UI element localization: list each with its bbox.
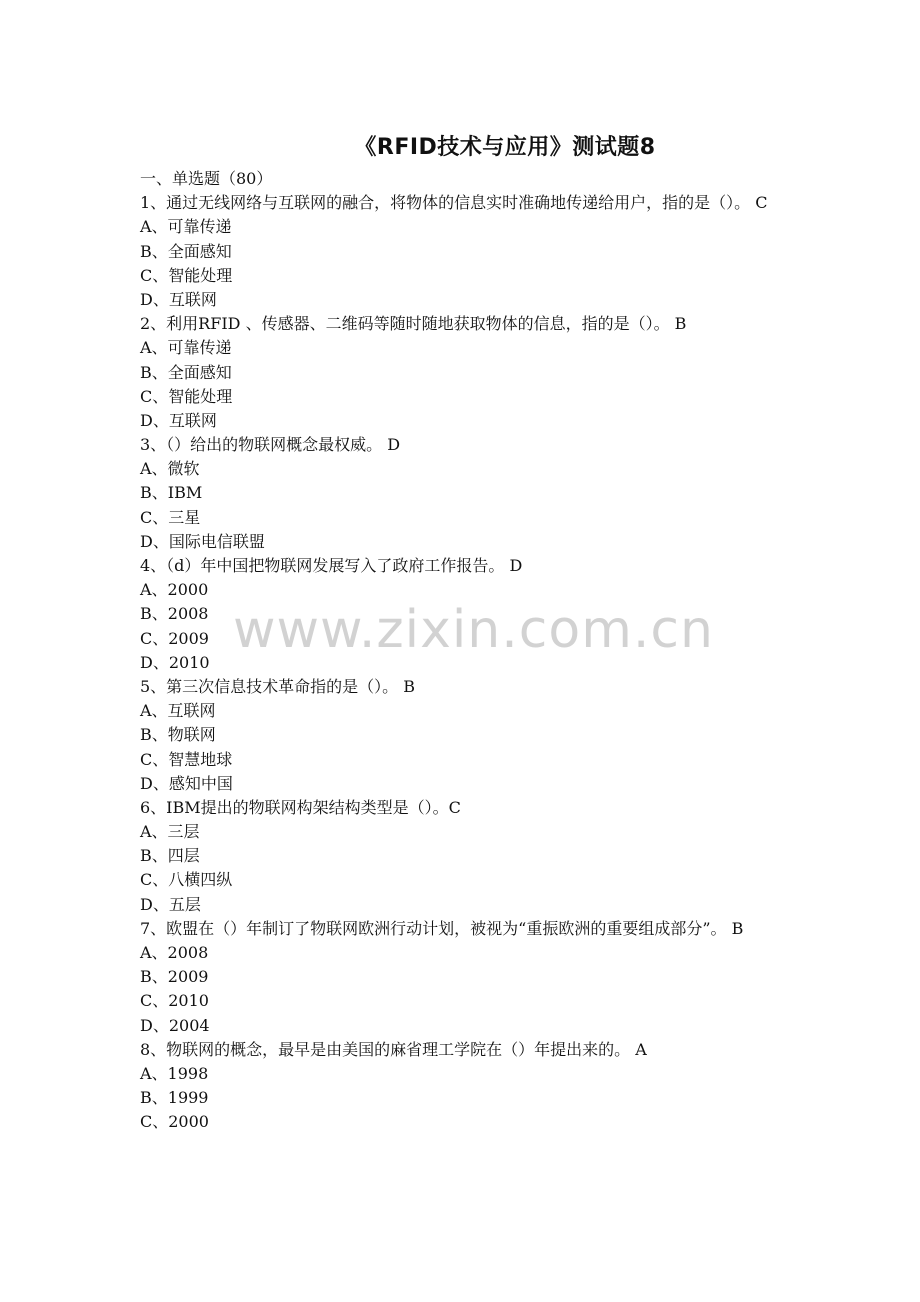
- question-stem: 8、物联网的概念，最早是由美国的麻省理工学院在（）年提出来的。 A: [140, 1039, 647, 1059]
- option-a: A、互联网: [140, 701, 216, 721]
- question-stem: 1、通过无线网络与互联网的融合，将物体的信息实时准确地传递给用户，指的是（）。 C: [140, 193, 768, 213]
- question-stem: 3、（）给出的物联网概念最权威。 D: [140, 435, 401, 455]
- question-2: [140, 312, 782, 433]
- option-c: C、三星: [140, 507, 201, 527]
- option-b: B、全面感知: [140, 241, 232, 261]
- option-b: B、2009: [140, 967, 209, 987]
- option-d: D、互联网: [140, 289, 217, 309]
- watermark: www.zixin.com.cn: [233, 600, 714, 660]
- question-5: [140, 675, 782, 796]
- option-b: B、物联网: [140, 725, 216, 745]
- question-1: [140, 191, 782, 312]
- option-c: C、智慧地球: [140, 749, 233, 769]
- option-b: B、2008: [140, 604, 209, 624]
- question-stem: 2、利用RFID 、传感器、二维码等随时随地获取物体的信息，指的是（）。 B: [140, 314, 687, 334]
- section-heading: 一、单选题（80）: [140, 169, 273, 188]
- option-a: A、可靠传递: [140, 338, 232, 358]
- option-d: D、互联网: [140, 410, 217, 430]
- option-c: C、八横四纵: [140, 870, 233, 890]
- option-b: B、IBM: [140, 483, 203, 503]
- question-stem: 4、（d）年中国把物联网发展写入了政府工作报告。 D: [140, 556, 523, 576]
- option-a: A、可靠传递: [140, 217, 232, 237]
- option-a: A、2000: [140, 580, 209, 600]
- question-8: [140, 1038, 782, 1135]
- document-title: 《RFID技术与应用》测试题8: [354, 135, 656, 160]
- option-a: A、三层: [140, 822, 200, 842]
- document-body: [140, 167, 782, 1135]
- option-c: C、2009: [140, 628, 209, 648]
- option-d: D、国际电信联盟: [140, 531, 265, 551]
- option-b: B、四层: [140, 846, 200, 866]
- option-a: A、1998: [140, 1063, 209, 1083]
- option-c: C、智能处理: [140, 386, 233, 406]
- question-7: [140, 917, 782, 1038]
- option-c: C、2010: [140, 991, 209, 1011]
- question-stem: 7、欧盟在（）年制订了物联网欧洲行动计划，被视为“重振欧洲的重要组成部分”。 B: [140, 918, 744, 938]
- option-a: A、2008: [140, 943, 209, 963]
- option-b: B、1999: [140, 1088, 209, 1108]
- option-d: D、五层: [140, 894, 201, 914]
- question-6: [140, 796, 782, 917]
- option-c: C、2000: [140, 1112, 209, 1132]
- question-stem: 6、IBM提出的物联网构架结构类型是（）。C: [140, 797, 461, 817]
- option-d: D、2004: [140, 1015, 210, 1035]
- option-d: D、2010: [140, 652, 210, 672]
- option-a: A、微软: [140, 459, 200, 479]
- option-c: C、智能处理: [140, 265, 233, 285]
- question-3: [140, 433, 782, 554]
- option-d: D、感知中国: [140, 773, 233, 793]
- question-4: [140, 554, 782, 675]
- option-b: B、全面感知: [140, 362, 232, 382]
- question-stem: 5、第三次信息技术革命指的是（）。 B: [140, 676, 416, 696]
